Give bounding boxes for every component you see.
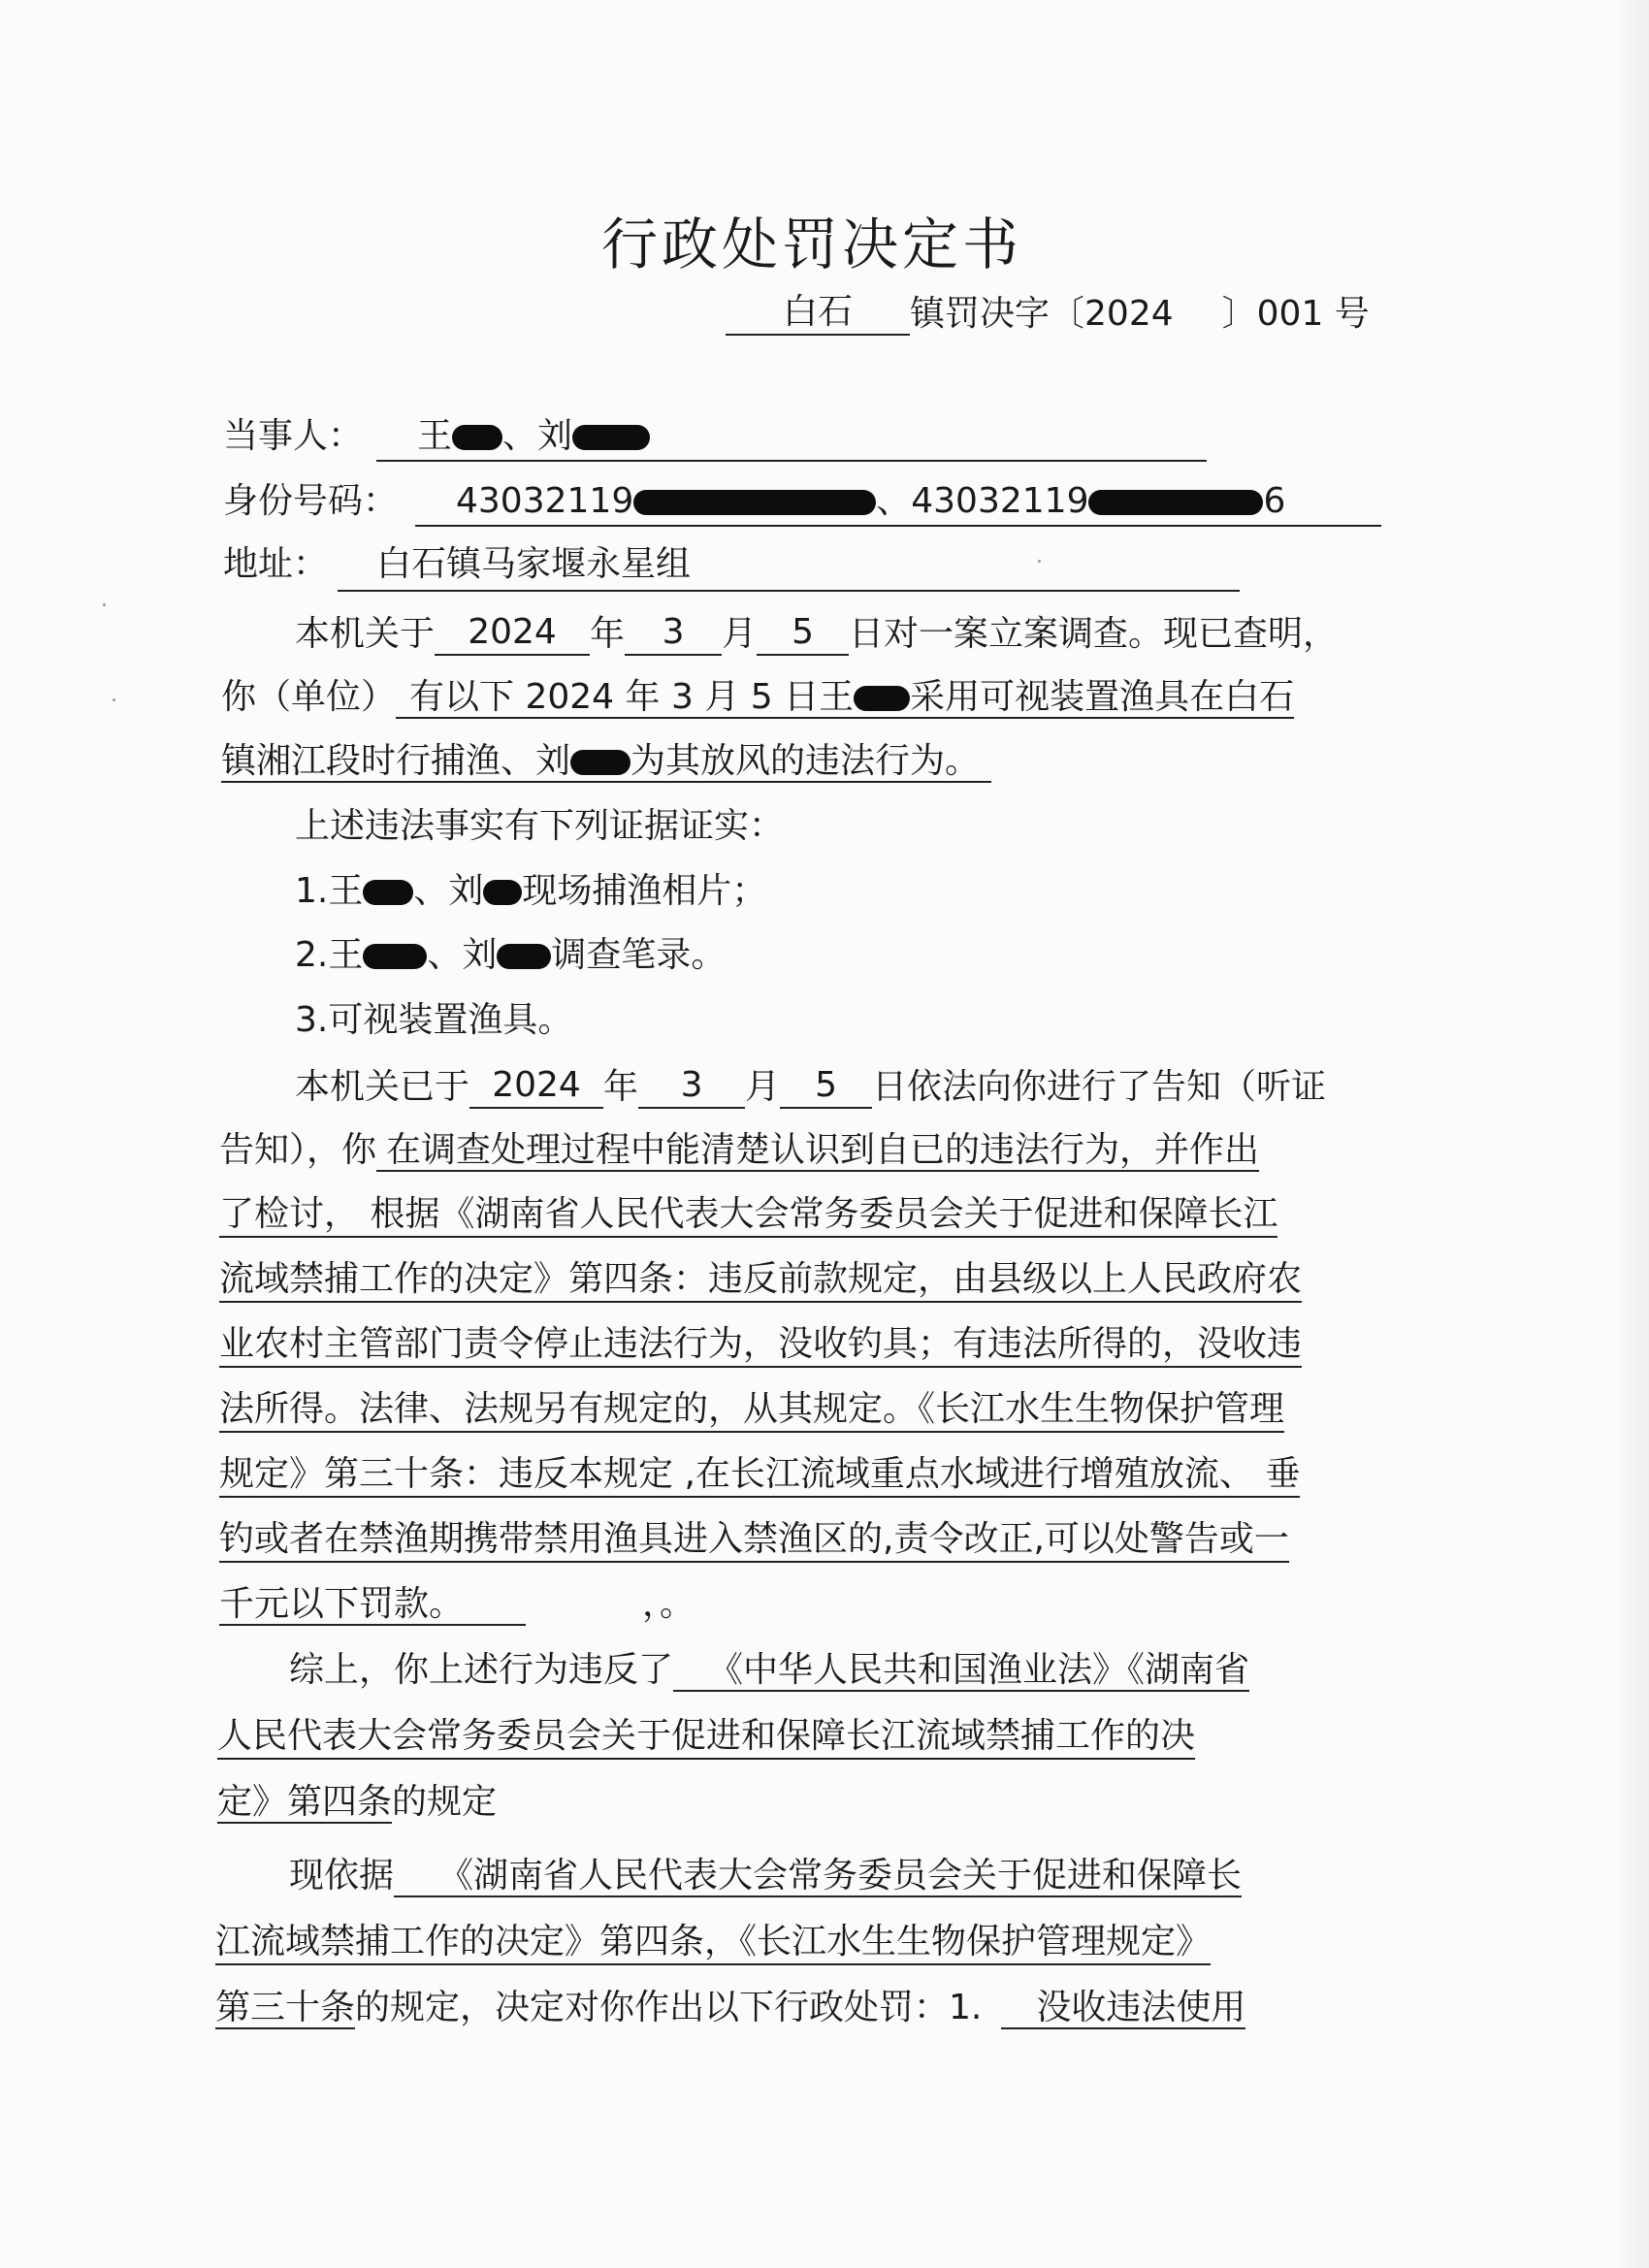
para3-line2: 人民代表大会常务委员会关于促进和保障长江流域禁捕工作的决: [217, 1715, 1195, 1760]
para2-text: 千元以下罚款。: [219, 1584, 526, 1626]
para1-line1: [295, 611, 1338, 656]
evidence-item-2: [295, 934, 726, 977]
party-name-2: 刘: [537, 416, 573, 456]
para2-line7: 规定》第三十条：违反本规定 ,在长江流域重点水域进行增殖放流、 垂: [219, 1453, 1300, 1498]
para2-line1: [295, 1064, 1326, 1109]
redaction-mark: [363, 944, 427, 969]
para1-text: 月: [722, 614, 758, 654]
para2-line3: 了检讨， 根据《湖南省人民代表大会常务委员会关于促进和保障长江: [219, 1193, 1277, 1238]
redaction-mark: [572, 425, 650, 450]
para1-text: 日对一案立案调查。现已查明，: [849, 614, 1339, 654]
para2-year: 2024: [469, 1064, 603, 1109]
para2-text: 在调查处理过程中能清楚认识到自已的违法行为，并作出: [376, 1130, 1259, 1172]
evidence-item-1: [295, 870, 766, 913]
para4-text: 现依据: [289, 1856, 395, 1895]
redaction-mark: [452, 425, 502, 450]
party-label: 当事人：: [223, 416, 364, 456]
para2-text: 月: [745, 1067, 781, 1107]
scan-speck: [1038, 560, 1041, 563]
para2-month: 3: [638, 1064, 745, 1109]
para1-month: 3: [625, 611, 722, 656]
para2-line4: 流域禁捕工作的决定》第四条：违反前款规定，由县级以上人民政府农: [219, 1258, 1302, 1303]
para3-text: 的规定: [392, 1782, 498, 1822]
para2-text: ，。: [642, 1584, 695, 1624]
para1-text: 有以下 2024 年 3 月 5 日王: [409, 677, 855, 717]
para1-day: 5: [757, 611, 849, 656]
doc-town: 白石: [726, 291, 910, 336]
address-label: 地址：: [223, 544, 329, 584]
evidence-text: 2.王: [295, 935, 364, 975]
scan-speck: [113, 698, 115, 701]
para4-line3: [215, 1987, 1245, 2029]
para4-line2: 江流域禁捕工作的决定》第四条，《长江水生生物保护管理规定》: [215, 1921, 1211, 1965]
redaction-mark: [570, 750, 630, 775]
para2-line2: [219, 1129, 1259, 1172]
redaction-mark: [1088, 490, 1263, 515]
evidence-text: 、刘: [427, 935, 498, 975]
redaction-mark: [483, 880, 522, 905]
para3-text: 《中华人民共和国渔业法》《湖南省: [673, 1650, 1249, 1692]
para1-year: 2024: [435, 611, 590, 656]
redaction-mark: [497, 944, 551, 969]
para2-text: 本机关已于: [295, 1067, 470, 1107]
para3-line3: [217, 1781, 497, 1824]
para4-text: 的规定，决定对你作出以下行政处罚：1.: [355, 1988, 983, 2027]
scan-speck: [103, 603, 106, 606]
redaction-mark: [633, 490, 876, 515]
para2-text: 告知），你: [219, 1130, 377, 1170]
para1-text: 本机关于: [295, 614, 436, 654]
scan-edge-shadow: [1612, 0, 1649, 2268]
para2-day: 5: [780, 1064, 872, 1109]
id-number-2: 43032119: [911, 481, 1089, 521]
document-title: 行政处罚决定书: [601, 211, 1023, 277]
para1-text: 为其放风的违法行为。: [630, 741, 981, 781]
party-name-1: 王: [417, 416, 453, 456]
evidence-item-3: 3.可视装置渔具。: [295, 1000, 573, 1040]
para1-text: 镇湘江段时行捕渔、刘: [221, 741, 571, 781]
id-number-1: 43032119: [456, 481, 634, 521]
id-tail: 6: [1263, 481, 1286, 521]
para2-line8: 钓或者在禁渔期携带禁用渔具进入禁渔区的,责令改正,可以处警告或一: [219, 1518, 1289, 1563]
para1-text: 采用可视装置渔具在白石: [910, 677, 1295, 717]
evidence-text: 1.王: [295, 871, 364, 911]
party-names: [417, 415, 650, 458]
para2-line5: 业农村主管部门责令停止违法行为，没收钓具；有违法所得的，没收违: [219, 1323, 1302, 1368]
evidence-text: 现场捕渔相片；: [522, 871, 767, 911]
evidence-text: 调查笔录。: [551, 935, 727, 975]
doc-close: 〕001 号: [1221, 294, 1370, 334]
document-number: [726, 291, 1370, 336]
id-underline: [415, 525, 1381, 527]
address-underline: [338, 590, 1240, 592]
para3-text: 定》第四条: [217, 1782, 393, 1822]
para1-text: 你（单位）: [221, 677, 397, 717]
para2-text: 年: [603, 1067, 639, 1107]
redaction-mark: [363, 880, 413, 905]
redaction-mark: [854, 686, 910, 711]
para4-text: 《湖南省人民代表大会常务委员会关于促进和保障长: [394, 1856, 1242, 1897]
para2-text: 日依法向你进行了告知（听证: [872, 1067, 1327, 1107]
para2-line6: 法所得。法律、法规另有规定的，从其规定。《长江水生生物保护管理: [219, 1388, 1284, 1433]
id-numbers: [456, 480, 1285, 523]
evidence-text: 、刘: [413, 871, 484, 911]
para4-text: 没收违法使用: [1001, 1988, 1245, 2029]
id-sep: 、: [876, 481, 912, 521]
para1-text: 年: [590, 614, 626, 654]
para4-text: 第三十条: [215, 1988, 356, 2027]
para2-line9: [219, 1583, 695, 1626]
party-underline: [376, 460, 1207, 462]
para3-text: 综上，你上述行为违反了: [289, 1650, 674, 1690]
party-sep: 、: [502, 416, 538, 456]
id-label: 身份号码：: [223, 481, 399, 521]
address-value: 白石镇马家堰永星组: [376, 544, 692, 584]
doc-year: 2024: [1084, 294, 1174, 334]
para1-line3: [221, 740, 991, 783]
doc-mid: 镇罚决字〔: [910, 294, 1085, 334]
para3-line1: [289, 1649, 1249, 1692]
para4-line1: [289, 1855, 1242, 1897]
evidence-intro: 上述违法事实有下列证据证实：: [295, 806, 785, 846]
para1-line2: [221, 676, 1294, 719]
